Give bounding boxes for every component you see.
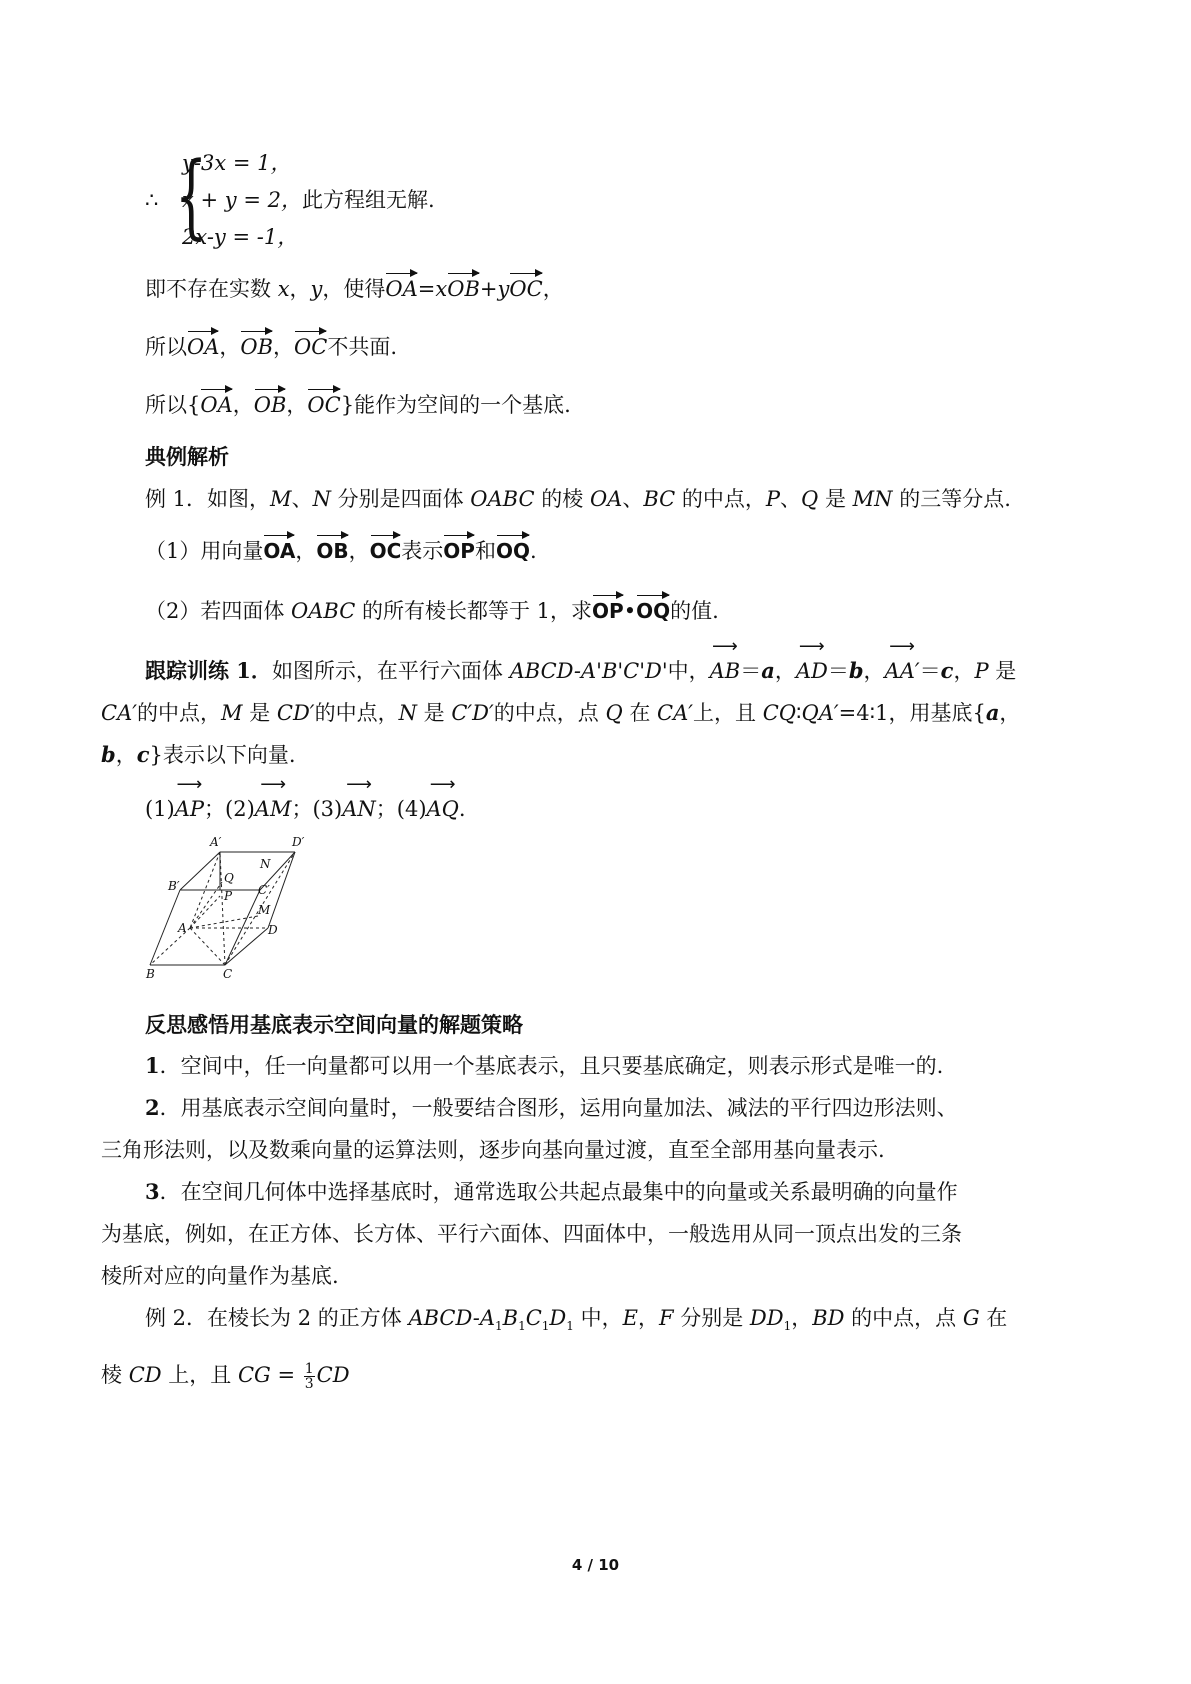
text: }能作为空间的一个基底.: [340, 393, 571, 417]
text: ，: [232, 393, 254, 417]
no-solution-note: 此方程组无解.: [301, 188, 435, 212]
text: 上，且: [693, 701, 763, 725]
text: C: [525, 1306, 542, 1330]
text: 3: [304, 1376, 314, 1392]
text: ，: [115, 743, 137, 767]
text: 上，且: [161, 1363, 238, 1387]
text: 1: [518, 1319, 526, 1334]
text: N: [312, 487, 331, 511]
text: ．在棱长为 2 的正方体: [186, 1306, 409, 1330]
practice-1-parts: [145, 774, 466, 824]
vector-oa: OA: [385, 270, 417, 304]
vector-ob: OB: [316, 532, 348, 566]
text: 的值.: [670, 599, 719, 623]
text: ＝: [740, 659, 762, 683]
text: 1: [541, 1319, 550, 1334]
text: ，使得: [322, 277, 386, 301]
text: ，: [273, 335, 295, 359]
text: 的所有棱长都等于 1，求: [355, 599, 593, 623]
text: 1: [304, 1361, 314, 1377]
parallelepiped-figure: [140, 830, 330, 990]
text: c: [136, 742, 150, 767]
text: 的中点，: [314, 701, 399, 725]
text: （1）用向量: [145, 539, 264, 563]
text: .: [529, 539, 537, 563]
text: a: [761, 658, 775, 683]
text: 是: [416, 701, 452, 725]
vector-ob: OB: [240, 328, 273, 362]
text: ，: [286, 393, 308, 417]
text: 、: [622, 487, 644, 511]
vector-ap: ⟶ AP: [174, 774, 205, 821]
text: BD: [812, 1306, 845, 1330]
label-b: B: [146, 967, 155, 981]
point-2-line-1: [145, 1093, 958, 1123]
vector-aq: ⟶ AQ: [426, 774, 459, 821]
coef-y: y: [497, 277, 510, 301]
label-m: M: [258, 903, 271, 917]
text: OABC: [291, 599, 356, 623]
vector-ob: OB: [447, 270, 480, 304]
label-a: A: [178, 921, 187, 935]
label-q: Q: [224, 871, 234, 885]
text: 和: [474, 539, 496, 563]
text: AP: [174, 797, 205, 821]
text: P: [765, 487, 781, 511]
label-p: P: [224, 889, 233, 903]
text: b: [848, 658, 864, 683]
vector-op: OP: [592, 592, 624, 626]
point-number: 3: [145, 1179, 160, 1204]
example-2-line-2: [101, 1360, 350, 1391]
text: N: [398, 701, 417, 725]
vector-an: ⟶ AN: [342, 774, 376, 821]
text: Q: [801, 487, 819, 511]
text: 的中点，: [137, 701, 222, 725]
practice-1-line-3: [101, 740, 296, 770]
text: 1: [566, 1319, 574, 1334]
text: OA: [589, 487, 623, 511]
text: ，: [953, 659, 975, 683]
label-b1: B′: [168, 879, 180, 893]
text: =: [417, 277, 436, 301]
text: 的三等分点.: [892, 487, 1011, 511]
text: 的棱: [534, 487, 590, 511]
edge-b1-a1: [180, 852, 220, 890]
vector-oa: OA: [263, 532, 295, 566]
text: 所以{: [145, 393, 201, 417]
label-n: N: [260, 857, 271, 871]
text: BC: [643, 487, 676, 511]
edge-c-d: [225, 928, 268, 965]
vector-aa1: ⟶ AA′: [884, 636, 920, 683]
text: DD: [749, 1306, 784, 1330]
point-number: 2: [145, 1095, 160, 1120]
text: M: [270, 487, 292, 511]
point-3-line-1: [145, 1177, 958, 1207]
text: AQ: [426, 797, 459, 821]
point-1-line: [145, 1051, 943, 1081]
text: ∶: [796, 701, 802, 725]
fraction-one-third: [304, 1362, 315, 1391]
text: 不共面.: [327, 335, 398, 359]
vector-ad: ⟶ AD: [795, 636, 828, 683]
diag-a-c-hidden: [190, 928, 225, 965]
text: b: [101, 742, 116, 767]
vector-ob: OB: [254, 386, 287, 420]
text: QA′: [801, 701, 839, 725]
point-3-line-3: 棱所对应的向量作为基底.: [101, 1264, 339, 1288]
text: AD: [795, 659, 828, 683]
text: ABCD-A: [408, 1306, 495, 1330]
text: ，: [637, 1306, 659, 1330]
vector-oc: OC: [370, 532, 402, 566]
vector-oc: OC: [307, 386, 340, 420]
text: ；(3): [291, 797, 343, 821]
coef-x: x: [435, 277, 448, 301]
therefore-symbol: ∴: [145, 188, 159, 212]
text: 所以: [145, 335, 187, 359]
text: ．空间中，任一向量都可以用一个基底表示，且只要基底确定，则表示形式是唯一的.: [159, 1054, 944, 1078]
var-y: y: [310, 277, 323, 301]
text: 1: [494, 1319, 503, 1334]
vector-oa: OA: [187, 328, 219, 362]
text: ，: [999, 701, 1021, 725]
vector-ab: ⟶ AB: [709, 636, 741, 683]
not-coplanar-line: [145, 328, 397, 362]
label-c1: C′: [258, 883, 270, 897]
text: D: [549, 1306, 567, 1330]
text: ，: [289, 277, 311, 301]
text: Q: [605, 701, 623, 725]
edge-b1-b: [150, 890, 180, 965]
example-2-line-1: [145, 1303, 1007, 1341]
text: ABCD-A'B'C'D': [509, 659, 668, 683]
text: 表示: [401, 539, 444, 563]
practice-label: 跟踪训练 1．: [145, 658, 272, 683]
text: }表示以下向量.: [149, 743, 296, 767]
page-number: 4 / 10: [571, 1556, 620, 1574]
text: ＝: [919, 659, 941, 683]
text: .: [458, 797, 466, 821]
text: E: [622, 1306, 638, 1330]
text: 如图所示，在平行六面体: [271, 659, 510, 683]
equation-3: 2x-y = -1，: [182, 225, 299, 249]
equation-1: y-3x = 1，: [182, 151, 292, 175]
text: G: [962, 1306, 980, 1330]
text: 中，: [667, 659, 710, 683]
text: AN: [342, 797, 376, 821]
vector-oc: OC: [294, 328, 327, 362]
vector-oc: OC: [509, 270, 542, 304]
vector-oq: OQ: [496, 532, 530, 566]
text: c: [940, 658, 954, 683]
text: =4∶1，用基底{: [838, 701, 986, 725]
practice-1-line-2: [101, 698, 1020, 728]
label-c: C: [223, 967, 233, 981]
label-d1: D′: [292, 835, 305, 849]
point-2-line-2: 三角形法则，以及数乘向量的运算法则，逐步向基向量过渡，直至全部用基向量表示.: [101, 1138, 885, 1162]
text: M: [221, 701, 243, 725]
text: 分别是: [673, 1306, 750, 1330]
text: （2）若四面体: [145, 599, 292, 623]
text: a: [985, 700, 1000, 725]
text: 棱: [101, 1363, 129, 1387]
vector-op: OP: [443, 532, 475, 566]
text: 的中点，点: [844, 1306, 963, 1330]
text: CA′: [657, 701, 694, 725]
point-3-line-2: 为基底，例如，在正方体、长方体、平行六面体、四面体中，一般选用从同一顶点出发的三条: [101, 1222, 962, 1246]
text: 、: [780, 487, 802, 511]
text: C′D′: [451, 701, 494, 725]
text: CD: [128, 1363, 162, 1387]
text: (1): [145, 797, 175, 821]
text: F: [658, 1306, 674, 1330]
vector-oa: OA: [200, 386, 232, 420]
example-1-question-2: [145, 592, 719, 626]
text: 在: [979, 1306, 1008, 1330]
text: CA′: [101, 701, 138, 725]
text: +: [479, 277, 498, 301]
vector-am: ⟶ AM: [254, 774, 292, 821]
text: 在: [622, 701, 658, 725]
equation-2: x + y = 2，: [182, 188, 302, 212]
text: 是: [242, 701, 277, 725]
text: ，: [791, 1306, 813, 1330]
text: AM: [254, 797, 292, 821]
dot-operator: •: [623, 599, 637, 623]
text: CD: [316, 1363, 350, 1387]
section-title-examples: 典例解析: [145, 444, 229, 469]
segment-a-q: [190, 882, 222, 928]
point-number: 1: [145, 1053, 160, 1078]
text: ．用基底表示空间向量时，一般要结合图形，运用向量加法、减法的平行四边形法则、: [159, 1096, 958, 1120]
text: ，: [542, 277, 564, 301]
label-d: D: [268, 923, 278, 937]
vector-oq: OQ: [636, 592, 670, 626]
text: AA′: [884, 659, 920, 683]
text: ；(2): [204, 797, 255, 821]
text: OABC: [470, 487, 535, 511]
example-1-question-1: （1）用向量OA，OB，OC表示OP和OQ.: [145, 532, 537, 566]
text: ；(4): [375, 797, 427, 821]
text: 中，: [573, 1306, 623, 1330]
text: 、: [291, 487, 313, 511]
example-1: [145, 484, 1011, 514]
edge-d1-d: [268, 852, 295, 928]
label-a1: A′: [210, 835, 222, 849]
equation-2-row: [182, 185, 435, 215]
text: AB: [709, 659, 741, 683]
no-real-line: [145, 270, 564, 304]
text: 例 1．如图，: [145, 487, 271, 511]
text: ，: [219, 335, 241, 359]
text: CG: [237, 1363, 271, 1387]
text: 是: [818, 487, 853, 511]
var-x: x: [277, 277, 290, 301]
text: ，: [863, 659, 885, 683]
text: B: [502, 1306, 519, 1330]
text: CD′: [276, 701, 315, 725]
text: ＝: [827, 659, 849, 683]
text: MN: [852, 487, 893, 511]
text: =: [270, 1363, 302, 1387]
text: 即不存在实数: [145, 277, 271, 301]
text: 分别是四面体: [330, 487, 471, 511]
text: 1: [783, 1319, 792, 1334]
text: 例 2: [145, 1306, 187, 1330]
text: ．在空间几何体中选择基底时，通常选取公共起点最集中的向量或关系最明确的向量作: [159, 1180, 958, 1204]
practice-1-line-1: [145, 636, 1017, 686]
basis-line: [145, 386, 571, 420]
text: CQ: [762, 701, 797, 725]
text: 的中点，: [675, 487, 766, 511]
text: ，: [774, 659, 796, 683]
text: 是: [988, 659, 1017, 683]
text: 的中点，点: [493, 701, 606, 725]
diag-c-a1: [220, 852, 225, 965]
text: P: [974, 659, 989, 683]
section-title-reflection: 反思感悟用基底表示空间向量的解题策略: [145, 1012, 523, 1037]
system-brace: {: [175, 142, 208, 249]
